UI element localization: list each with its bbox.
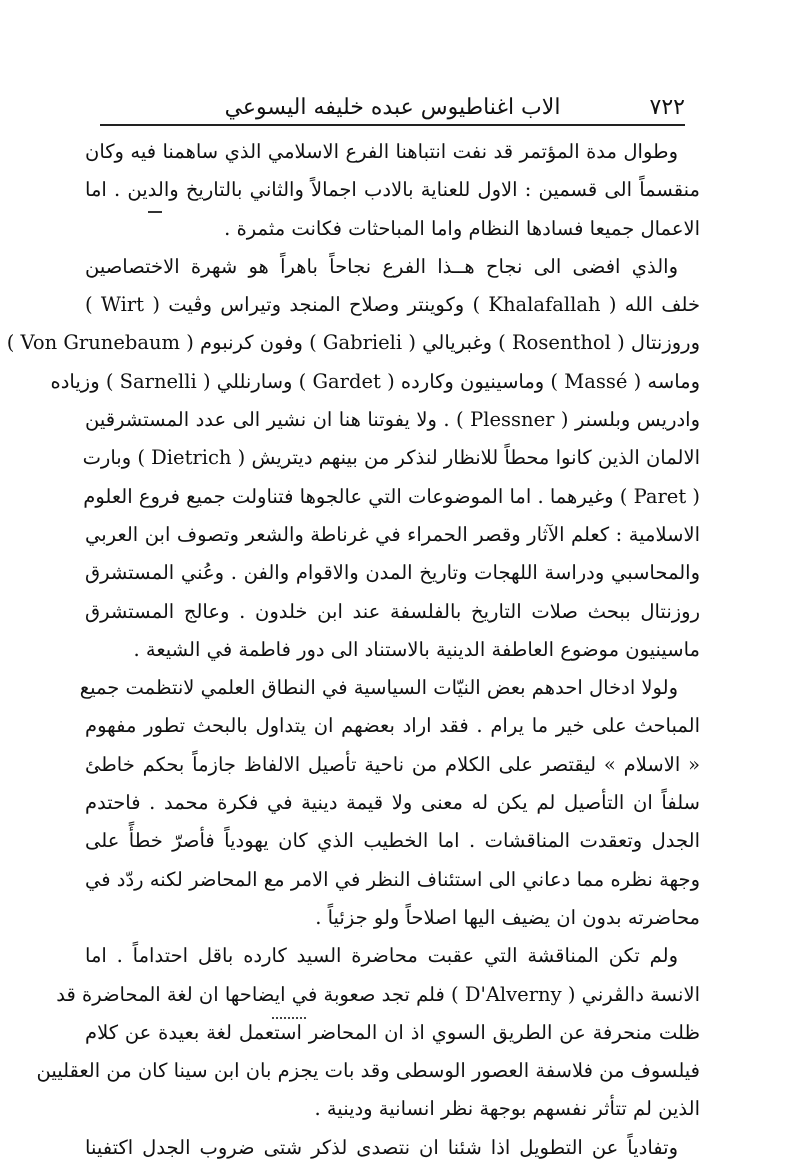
- text-line: ( Paret ) وغيرهما . اما الموضوعات التي عالجوها فتناولت جميع فروع العلوم: [83, 484, 700, 508]
- text-line: فيلسوف من فلاسفة العصور الوسطى وقد بات يجزم بان ابن سينا كان من العقليين: [36, 1059, 700, 1083]
- text-line: الاعمال جميعا فسادها النظام واما المباحثات فكانت مثمرة .: [224, 216, 700, 240]
- text-line: « الاسلام » ليقتصر على الكلام من ناحية تأصيل الالفاظ جازماً بحكم خاطئ: [85, 752, 700, 776]
- text-line: والمحاسبي ودراسة اللهجات وتاريخ المدن والاقوام والفن . وعُني المستشرق: [85, 561, 700, 585]
- margin-mark: [148, 211, 162, 213]
- ellipsis-mark: [272, 1017, 306, 1019]
- text-line: الالمان الذين كانوا محطاً للانظار لنذكر من بينهم ديتريش ( Dietrich ) وبارت: [82, 446, 700, 470]
- text-line: محاضرته بدون ان يضيف اليها اصلاحاً ولو جزئياً .: [315, 905, 700, 929]
- page-number: ٧٢٢: [649, 95, 685, 120]
- text-line: وادريس وبلسنر ( Plessner ) . ولا يفوتنا هنا ان نشير الى عدد المستشرقين: [85, 408, 701, 432]
- text-line: الذين لم تتأثر نفسهم بوجهة نظر انسانية ودينية .: [314, 1097, 700, 1121]
- text-line: وجهة نظره مما دعاني الى استئناف النظر في الامر مع المحاضر لكنه ردّد في: [85, 867, 700, 891]
- text-line: الاسلامية : كعلم الآثار وقصر الحمراء في غرناطة والشعر وتصوف ابن العربي: [85, 522, 700, 546]
- text-line: ماسينيون موضوع العاطفة الدينية بالاستناد الى دور فاطمة في الشيعة .: [133, 637, 700, 661]
- text-line: ظلت منحرفة عن الطريق السوي اذ ان المحاضر استعمل لغة بعيدة عن كلام: [85, 1020, 700, 1044]
- text-line: المباحث على خير ما يرام . فقد اراد بعضهم ان يتداول بالبحث تطور مفهوم: [85, 714, 700, 738]
- text-line: الجدل وتعقدت المناقشات . اما الخطيب الذي كان يهودياً فأصرّ خطأً على: [85, 829, 700, 853]
- text-line: سلفاً ان التأصيل لم يكن له معنى ولا قيمة دينية في فكرة محمد . فاحتدم: [85, 791, 700, 815]
- text-line: خلف الله ( Khalafallah ) وكوينتر وصلاح المنجد وتيراس وڤيت ( Wirt ): [85, 293, 701, 317]
- text-line: وماسه ( Massé ) وماسينيون وكارده ( Gardet ) وسارنللي ( Sarnelli ) وزياده: [50, 369, 700, 393]
- text-line: وطوال مدة المؤتمر قد نفت انتباهنا الفرع الاسلامي الذي ساهمنا فيه وكان: [85, 140, 678, 163]
- text-line: ولولا ادخال احدهم بعض النيّات السياسية في النطاق العلمي لانتظمت جميع: [79, 676, 678, 700]
- header-rule: [100, 124, 685, 126]
- text-line: ولم تكن المناقشة التي عقبت محاضرة السيد كارده باقل احتداماً . اما: [85, 944, 678, 968]
- text-line: وروزنتال ( Rosenthol ) وغبريالي ( Gabrieli ) وفون كرنبوم ( Von Grunebaum ): [6, 331, 700, 355]
- text-line: وتفادياً عن التطويل اذا شئنا ان نتصدى لذكر شتى ضروب الجدل اكتفينا: [85, 1135, 678, 1159]
- text-line: والذي افضى الى نجاح هــذا الفرع نجاحاً باهراً هو شهرة الاختصاصين: [85, 254, 678, 278]
- text-line: الانسة دالڤرني ( D'Alverny ) فلم تجد صعوبة في ايضاحها ان لغة المحاضرة قد: [56, 982, 700, 1006]
- body-text: [6, 133, 701, 1167]
- text-line: منقسماً الى قسمين : الاول للعناية بالادب اجمالاً والثاني بالتاريخ والدين . اما: [85, 178, 700, 202]
- page-header: [100, 93, 685, 123]
- text-line: روزنتال ببحث صلات التاريخ بالفلسفة عند ابن خلدون . وعالج المستشرق: [85, 599, 700, 623]
- running-title: الاب اغناطيوس عبده خليفه اليسوعي: [224, 95, 561, 120]
